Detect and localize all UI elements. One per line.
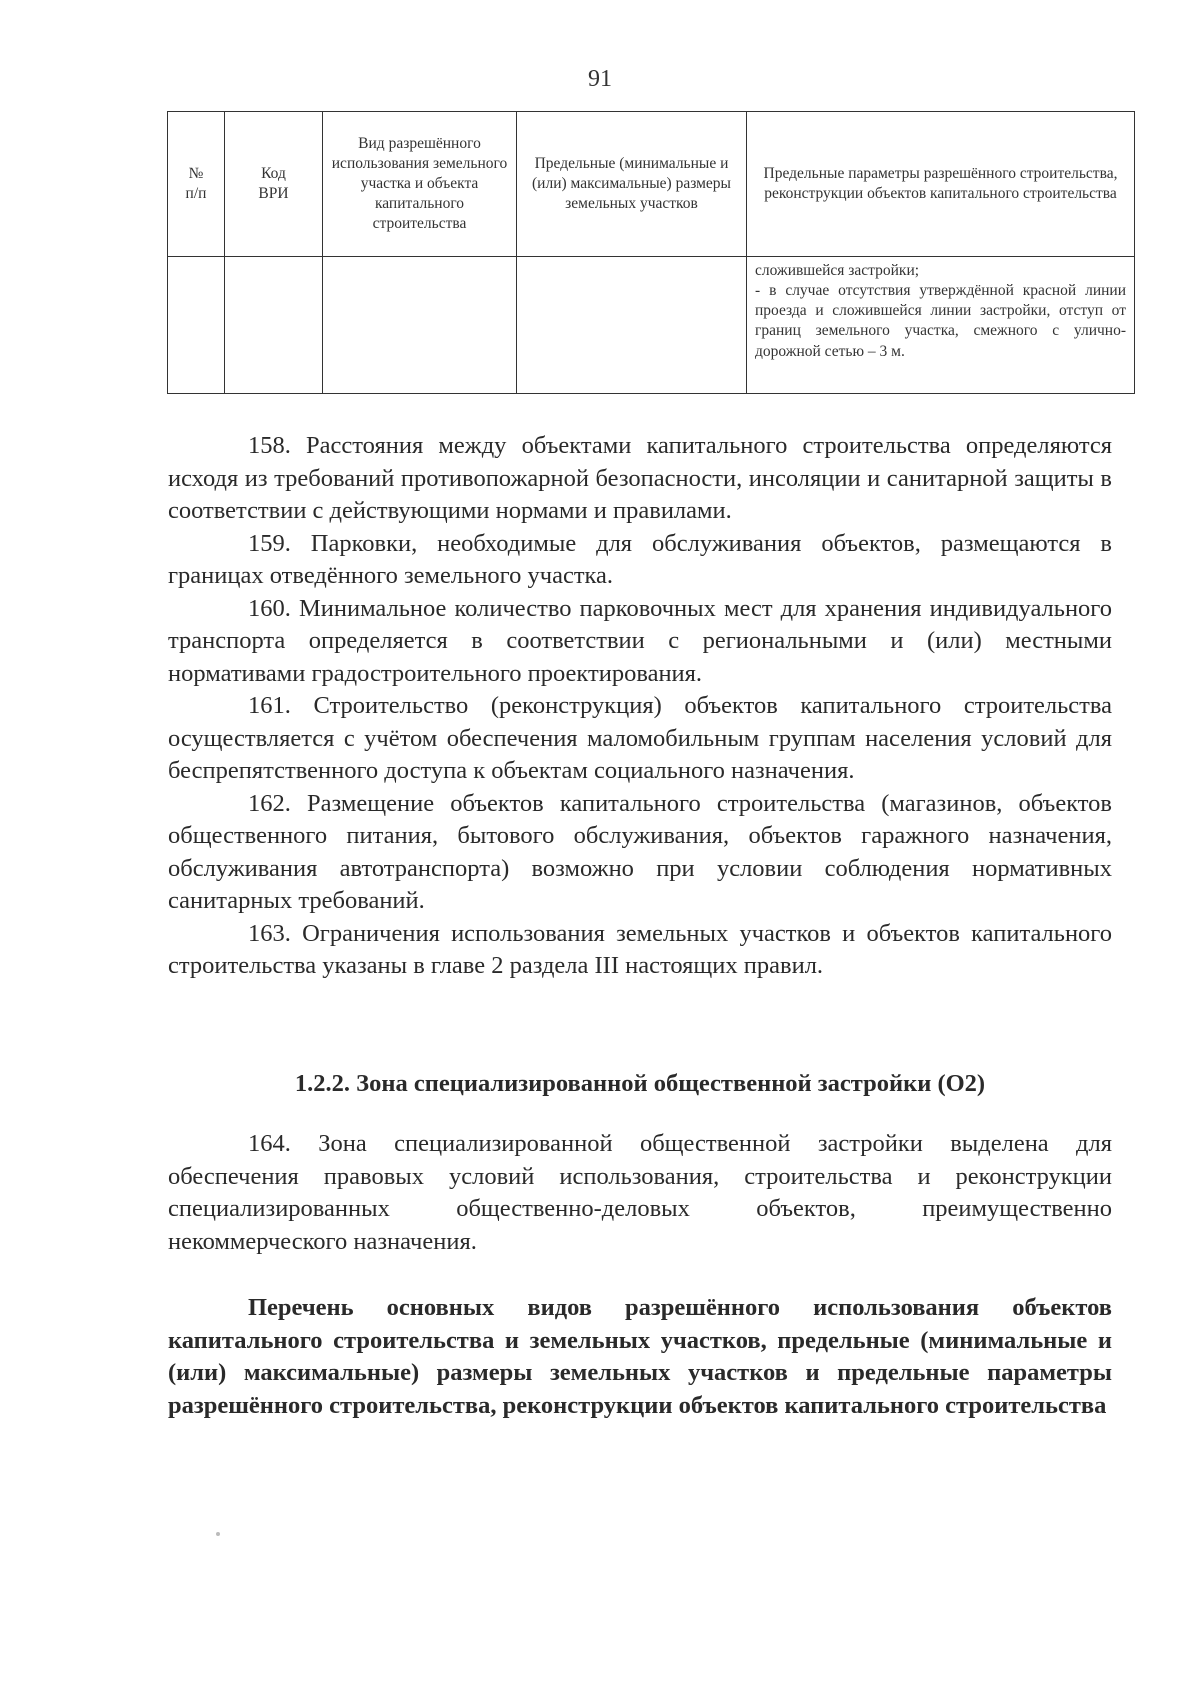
paragraph-162: 162. Размещение объектов капитального строительства (магазинов, объектов общественного питания, бытового обслуживания, объектов гаражного назначения, обслуживания автотранспорта) возможно при условии соблюдения нормативных санитарных требований. [168, 789, 1112, 914]
list-heading: Перечень основных видов разрешённого использования объектов капитального строительства и земельных участков, предельные (минимальные и (или) максимальные) размеры земельных участков и предельные параметры разрешённого строительства, реконструкции объектов капитального строительства [168, 1294, 1112, 1419]
paragraph-161: 161. Строительство (реконструкция) объектов капитального строительства осуществляется с учётом обеспечения маломобильным группам населения условий для беспрепятственного доступа к объектам социального назначения. [168, 692, 1112, 784]
header-code-vri: Код ВРИ [225, 112, 323, 257]
header-permitted-use: Вид разрешённого использования земельного участка и объекта капитального строительства [323, 112, 517, 257]
section-heading: 1.2.2. Зона специализированной общественной застройки (О2) [294, 1070, 986, 1097]
table-header-row [168, 112, 1135, 257]
header-construction-params: Предельные параметры разрешённого строительства, реконструкции объектов капитального строительства [747, 112, 1135, 257]
scan-speck [216, 1532, 220, 1536]
cell-code [225, 257, 323, 394]
header-number: № п/п [168, 112, 225, 257]
paragraphs-block [168, 430, 1112, 983]
cell-vri [323, 257, 517, 394]
table-row [168, 257, 1135, 394]
cell-sizes [517, 257, 747, 394]
header-plot-sizes: Предельные (минимальные и (или) максимальные) размеры земельных участков [517, 112, 747, 257]
parameters-table [167, 111, 1135, 394]
paragraph-163: 163. Ограничения использования земельных участков и объектов капитального строительства указаны в главе 2 раздела III настоящих правил. [168, 919, 1112, 979]
paragraph-158: 158. Расстояния между объектами капитального строительства определяются исходя из требований противопожарной безопасности, инсоляции и санитарной защиты в соответствии с действующими нормами и правилами. [168, 432, 1112, 524]
paragraph-164: 164. Зона специализированной общественной застройки выделена для обеспечения правовых условий использования, строительства и реконструкции специализированных общественно-деловых объектов, преимущественно некоммерческого назначения. [168, 1130, 1112, 1255]
cell-number [168, 257, 225, 394]
paragraph-159: 159. Парковки, необходимые для обслуживания объектов, размещаются в границах отведённого земельного участка. [168, 529, 1112, 589]
page-number: 91 [588, 66, 612, 92]
intro-block [168, 1128, 1112, 1258]
paragraph-160: 160. Минимальное количество парковочных мест для хранения индивидуального транспорта определяется в соответствии с региональными и (или) местными нормативами градостроительного проектирования. [168, 594, 1112, 687]
cell-params: сложившейся застройки; - в случае отсутствия утверждённой красной линии проезда и сложившейся линии застройки, отступ от границ земельного участка, смежного с улично-дорожной сетью – 3 м. [747, 257, 1135, 394]
